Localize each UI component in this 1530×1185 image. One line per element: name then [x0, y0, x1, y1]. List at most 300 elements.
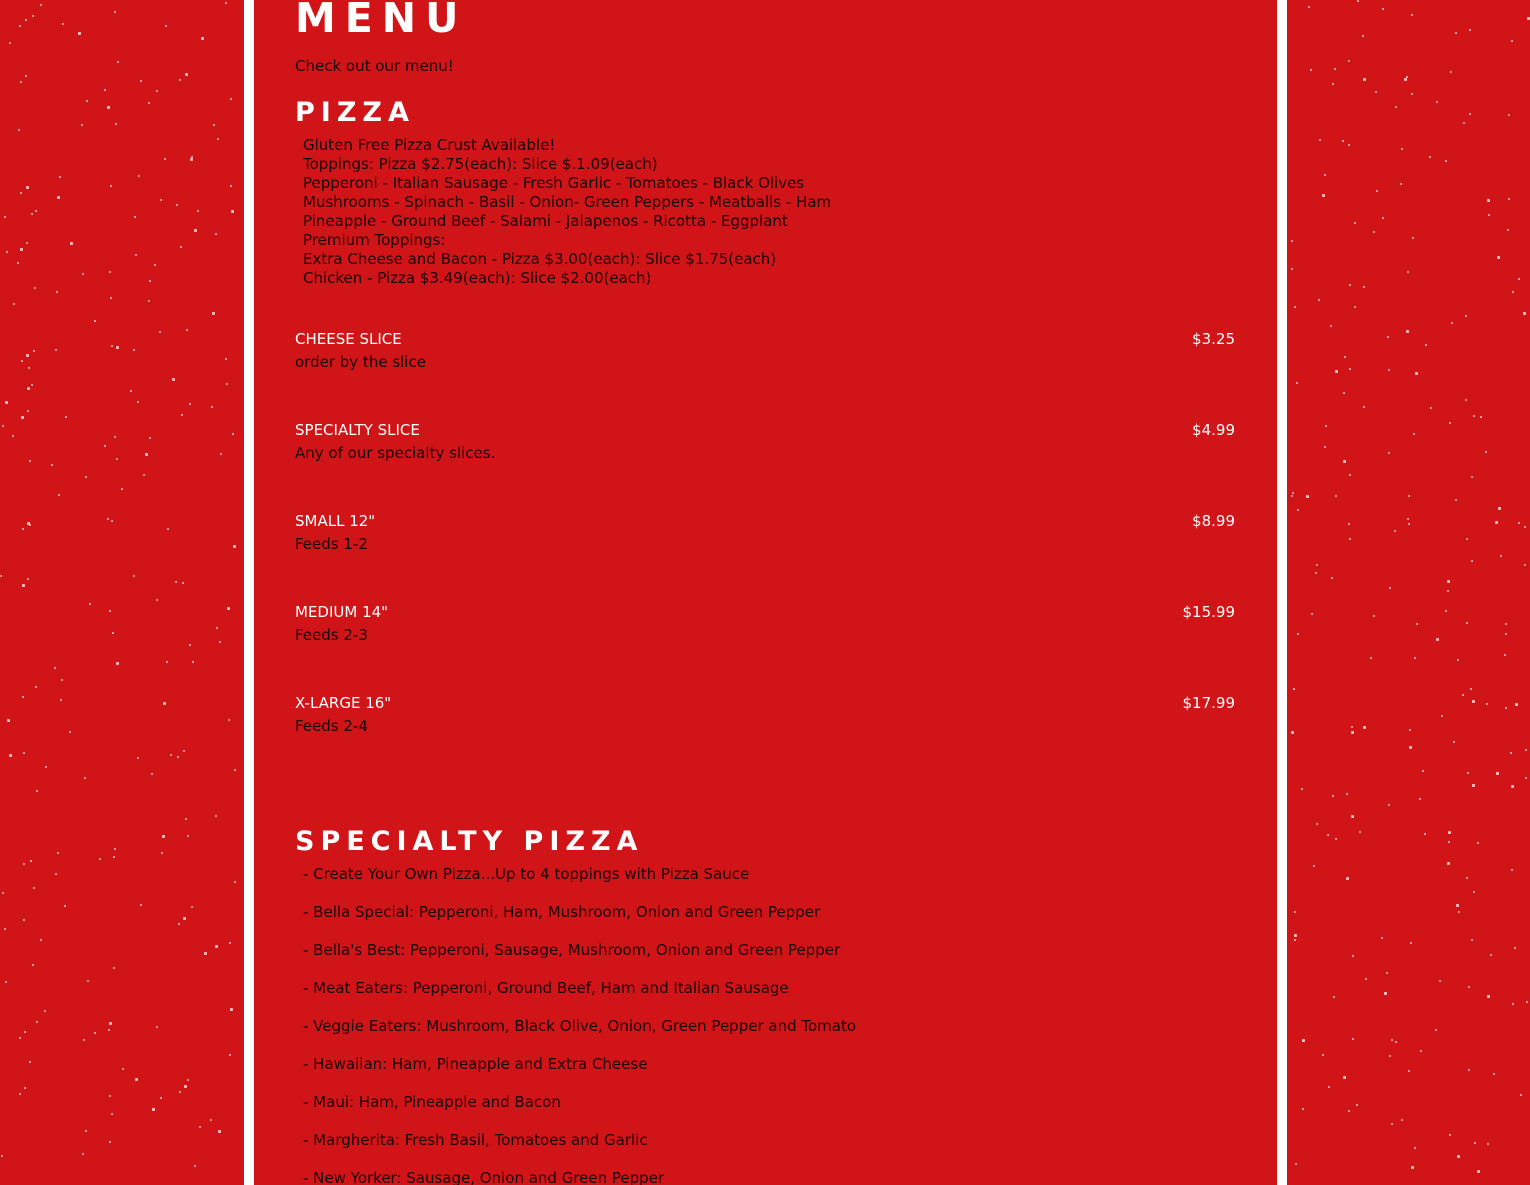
background-speck: [23, 863, 25, 865]
background-speck: [22, 528, 24, 530]
background-speck: [1349, 538, 1351, 540]
background-speck: [84, 777, 86, 779]
background-speck: [1335, 495, 1337, 497]
background-speck: [1430, 407, 1432, 409]
menu-item-price: $3.25: [1192, 330, 1235, 348]
background-speck: [172, 378, 175, 381]
background-speck: [1448, 841, 1450, 843]
background-speck: [40, 4, 42, 6]
background-speck: [1447, 862, 1450, 865]
background-speck: [26, 186, 29, 189]
background-speck: [134, 216, 136, 218]
background-speck: [1291, 268, 1293, 270]
background-speck: [1472, 784, 1475, 787]
background-speck: [1471, 476, 1473, 478]
background-speck: [1455, 499, 1457, 501]
background-speck: [185, 818, 187, 820]
background-speck: [29, 524, 31, 526]
background-speck: [81, 124, 83, 126]
background-speck: [12, 435, 14, 437]
background-speck: [1359, 831, 1361, 833]
background-speck: [107, 106, 110, 109]
background-speck: [1356, 1104, 1358, 1106]
background-speck: [9, 42, 11, 44]
background-speck: [1342, 140, 1344, 142]
background-speck: [187, 835, 189, 837]
background-speck: [1419, 798, 1421, 800]
background-speck: [1515, 703, 1518, 706]
background-speck: [159, 331, 161, 333]
background-speck: [1504, 654, 1506, 656]
background-speck: [1332, 83, 1334, 85]
background-speck: [180, 246, 182, 248]
background-speck: [1351, 726, 1353, 728]
background-speck: [165, 25, 167, 27]
background-speck: [217, 138, 219, 140]
background-speck: [111, 1113, 113, 1115]
background-speck: [32, 15, 34, 17]
background-speck: [1505, 633, 1507, 635]
background-speck: [181, 414, 183, 416]
background-speck: [1411, 14, 1413, 16]
background-speck: [1465, 399, 1467, 401]
background-speck: [1310, 69, 1312, 71]
background-speck: [1381, 937, 1383, 939]
background-speck: [1410, 942, 1412, 944]
menu-item-price: $8.99: [1192, 512, 1235, 530]
background-speck: [1370, 657, 1372, 659]
background-speck: [27, 578, 29, 580]
pizza-info-line: Toppings: Pizza $2.75(each): Slice $.1.09(each): [303, 155, 658, 173]
background-speck: [116, 346, 119, 349]
background-speck: [1318, 299, 1320, 301]
background-speck: [1525, 777, 1527, 779]
background-speck: [1352, 955, 1354, 957]
background-speck: [19, 1037, 21, 1039]
specialty-pizza-list: [303, 864, 856, 1185]
background-speck: [215, 815, 217, 817]
background-speck: [113, 967, 115, 969]
background-speck: [211, 406, 213, 408]
background-speck: [138, 175, 140, 177]
background-speck: [1420, 1050, 1422, 1052]
pizza-info-line: Pineapple - Ground Beef - Salami - Jalapenos - Ricotta - Eggplant: [303, 212, 788, 230]
specialty-pizza-item: - New Yorker: Sausage, Onion and Green Pepper: [303, 1169, 665, 1185]
background-speck: [17, 262, 19, 264]
background-speck: [1524, 564, 1526, 566]
background-speck: [1391, 1123, 1393, 1125]
background-speck: [1291, 731, 1294, 734]
background-speck: [4, 928, 6, 930]
background-speck: [216, 627, 218, 629]
background-speck: [5, 981, 7, 983]
background-speck: [1488, 214, 1490, 216]
background-speck: [140, 904, 142, 906]
background-speck: [143, 474, 145, 476]
background-speck: [1324, 446, 1326, 448]
background-speck: [162, 835, 165, 838]
section-title-specialty-pizza: SPECIALTY PIZZA: [295, 826, 644, 857]
background-speck: [1416, 623, 1418, 625]
background-speck: [1401, 148, 1403, 150]
background-speck: [1316, 823, 1318, 825]
background-speck: [1348, 60, 1350, 62]
background-speck: [64, 905, 66, 907]
menu-item: [295, 602, 1235, 652]
background-speck: [35, 686, 37, 688]
background-speck: [25, 75, 27, 77]
background-speck: [57, 852, 59, 854]
background-speck: [27, 522, 30, 525]
background-speck: [34, 287, 36, 289]
background-speck: [111, 345, 113, 347]
background-speck: [1507, 229, 1509, 231]
background-speck: [1302, 1108, 1304, 1110]
menu-item-price: $15.99: [1182, 603, 1235, 621]
background-speck: [1455, 32, 1457, 34]
background-speck: [1447, 580, 1450, 583]
menu-item-description: order by the slice: [295, 353, 426, 371]
background-speck: [109, 1022, 112, 1025]
pizza-info-line: Pepperoni - Italian Sausage - Fresh Garlic - Tomatoes - Black Olives: [303, 174, 805, 192]
background-speck: [210, 1119, 212, 1121]
background-speck: [69, 731, 71, 733]
background-speck: [122, 1068, 124, 1070]
background-speck: [5, 401, 8, 404]
background-speck: [201, 37, 204, 40]
background-speck: [137, 401, 139, 403]
background-speck: [160, 1097, 162, 1099]
background-speck: [1308, 6, 1310, 8]
background-speck: [87, 980, 89, 982]
background-speck: [19, 1093, 21, 1095]
background-speck: [21, 360, 23, 362]
background-speck: [1400, 183, 1402, 185]
background-speck: [110, 185, 112, 187]
background-speck: [1472, 700, 1475, 703]
background-speck: [1497, 256, 1500, 259]
background-speck: [130, 390, 132, 392]
background-speck: [220, 453, 222, 455]
background-speck: [31, 384, 33, 386]
background-speck: [1526, 1001, 1528, 1003]
background-speck: [1512, 1003, 1514, 1005]
background-speck: [1365, 978, 1367, 980]
background-speck: [1487, 199, 1490, 202]
pizza-info-line: Gluten Free Pizza Crust Available!: [303, 136, 556, 154]
background-speck: [192, 661, 194, 663]
pizza-info-list: [303, 136, 831, 288]
background-speck: [1477, 842, 1479, 844]
background-speck: [109, 610, 111, 612]
menu-item-name: SPECIALTY SLICE: [295, 421, 420, 439]
background-speck: [1498, 507, 1501, 510]
background-speck: [1295, 1163, 1297, 1165]
background-speck: [1466, 622, 1468, 624]
background-speck: [1471, 560, 1473, 562]
background-speck: [1316, 564, 1318, 566]
background-speck: [1354, 306, 1356, 308]
background-speck: [185, 73, 188, 76]
background-speck: [1409, 746, 1412, 749]
left-border-stripe: [244, 0, 254, 1185]
background-speck: [1346, 793, 1348, 795]
background-speck: [1389, 587, 1391, 589]
menu-item-description: Feeds 2-4: [295, 717, 368, 735]
background-speck: [1429, 156, 1431, 158]
background-speck: [1449, 1134, 1451, 1136]
background-speck: [1415, 372, 1418, 375]
background-speck: [231, 210, 234, 213]
background-speck: [225, 2, 227, 4]
background-speck: [183, 917, 186, 920]
background-speck: [26, 354, 29, 357]
background-speck: [1349, 284, 1351, 286]
background-speck: [82, 273, 84, 275]
background-speck: [1424, 833, 1426, 835]
background-speck: [45, 766, 47, 768]
background-speck: [186, 329, 188, 331]
page-tagline: Check out our menu!: [295, 57, 454, 75]
background-speck: [215, 945, 218, 948]
background-speck: [189, 644, 191, 646]
background-speck: [1451, 322, 1453, 324]
background-speck: [1469, 113, 1471, 115]
menu-item: [295, 693, 1235, 743]
background-speck: [227, 607, 230, 610]
background-speck: [20, 81, 22, 83]
menu-item-name: X-LARGE 16": [295, 694, 392, 712]
background-speck: [23, 752, 25, 754]
background-speck: [234, 881, 236, 883]
background-speck: [4, 216, 6, 218]
background-speck: [1294, 911, 1296, 913]
background-speck: [1332, 795, 1334, 797]
background-speck: [189, 403, 191, 405]
background-speck: [218, 1130, 221, 1133]
background-speck: [1508, 198, 1510, 200]
background-speck: [27, 387, 30, 390]
background-speck: [1520, 1094, 1522, 1096]
background-speck: [1439, 980, 1441, 982]
background-speck: [21, 416, 24, 419]
background-speck: [55, 873, 57, 875]
background-speck: [219, 641, 221, 643]
background-speck: [1363, 78, 1366, 81]
background-speck: [1297, 509, 1299, 511]
background-speck: [78, 32, 81, 35]
background-speck: [86, 100, 88, 102]
background-speck: [22, 584, 25, 587]
pizza-info-line: Extra Cheese and Bacon - Pizza $3.00(each): Slice $1.75(each): [303, 250, 777, 268]
background-speck: [1436, 101, 1438, 103]
background-speck: [1463, 122, 1465, 124]
background-speck: [234, 769, 236, 771]
background-speck: [29, 460, 31, 462]
background-speck: [13, 303, 15, 305]
background-speck: [33, 350, 35, 352]
right-border-stripe: [1277, 0, 1287, 1185]
background-speck: [149, 437, 151, 439]
background-speck: [113, 856, 115, 858]
background-speck: [1404, 78, 1407, 81]
background-speck: [1445, 160, 1447, 162]
background-speck: [1373, 231, 1375, 233]
background-speck: [110, 297, 112, 299]
background-speck: [197, 210, 199, 212]
background-speck: [94, 1032, 96, 1034]
background-speck: [226, 383, 228, 385]
background-speck: [58, 494, 60, 496]
background-speck: [1291, 495, 1293, 497]
background-speck: [1334, 68, 1336, 70]
background-speck: [1457, 659, 1459, 661]
menu-item-name: MEDIUM 14": [295, 603, 389, 621]
background-speck: [178, 923, 180, 925]
background-speck: [112, 632, 114, 634]
background-speck: [1523, 312, 1526, 315]
background-speck: [109, 271, 111, 273]
background-speck: [1330, 325, 1332, 327]
background-speck: [1352, 1038, 1354, 1040]
background-speck: [1362, 35, 1364, 37]
background-speck: [1343, 460, 1346, 463]
background-speck: [107, 518, 109, 520]
background-speck: [1505, 623, 1507, 625]
background-speck: [1411, 1166, 1414, 1169]
background-speck: [1297, 633, 1299, 635]
background-speck: [1412, 237, 1414, 239]
background-speck: [1449, 422, 1451, 424]
background-speck: [229, 942, 231, 944]
background-speck: [1414, 1147, 1416, 1149]
background-speck: [1407, 518, 1409, 520]
background-speck: [1500, 555, 1502, 557]
background-speck: [1373, 615, 1375, 617]
background-speck: [1354, 222, 1356, 224]
background-speck: [51, 464, 53, 466]
background-speck: [1450, 71, 1452, 73]
background-speck: [1294, 939, 1296, 941]
background-speck: [1512, 291, 1514, 293]
background-speck: [6, 251, 8, 253]
background-speck: [232, 433, 234, 435]
background-speck: [199, 1126, 201, 1128]
background-speck: [166, 661, 168, 663]
background-speck: [70, 242, 73, 245]
background-speck: [1468, 1069, 1470, 1071]
background-speck: [149, 280, 151, 282]
background-speck: [1348, 523, 1350, 525]
background-speck: [1518, 278, 1520, 280]
background-speck: [1291, 240, 1293, 242]
background-speck: [1388, 369, 1390, 371]
background-speck: [1518, 522, 1520, 524]
background-speck: [114, 436, 116, 438]
background-speck: [1394, 530, 1396, 532]
menu-item-price: $17.99: [1182, 694, 1235, 712]
background-speck: [1322, 194, 1325, 197]
background-speck: [1333, 996, 1335, 998]
specialty-pizza-item: - Meat Eaters: Pepperoni, Ground Beef, Ham and Italian Sausage: [303, 979, 789, 997]
background-speck: [1344, 356, 1346, 358]
background-speck: [1496, 772, 1499, 775]
menu-item: [295, 329, 1235, 379]
background-speck: [1327, 834, 1329, 836]
background-speck: [1306, 495, 1309, 498]
background-speck: [230, 1008, 233, 1011]
background-speck: [1435, 1029, 1437, 1031]
background-speck: [1470, 688, 1472, 690]
background-speck: [1486, 703, 1488, 705]
background-speck: [1448, 831, 1451, 834]
background-speck: [104, 89, 106, 91]
background-speck: [156, 90, 158, 92]
background-speck: [82, 1153, 84, 1155]
background-speck: [1346, 877, 1349, 880]
background-speck: [145, 453, 148, 456]
menu-item-name: SMALL 12": [295, 512, 376, 530]
background-speck: [1388, 452, 1390, 454]
background-speck: [1294, 934, 1297, 937]
background-speck: [61, 679, 63, 681]
background-speck: [1458, 911, 1460, 913]
background-speck: [1445, 610, 1447, 612]
background-speck: [191, 156, 193, 158]
background-speck: [1485, 451, 1487, 453]
background-speck: [44, 1010, 46, 1012]
background-speck: [215, 233, 217, 235]
background-speck: [1395, 1041, 1397, 1043]
page-title: MENU: [295, 0, 468, 42]
background-speck: [170, 754, 172, 756]
background-speck: [1388, 804, 1390, 806]
background-speck: [1301, 788, 1303, 790]
background-speck: [54, 667, 56, 669]
background-speck: [1487, 1143, 1489, 1145]
background-speck: [1302, 1039, 1305, 1042]
background-speck: [163, 702, 166, 705]
background-speck: [152, 1108, 155, 1111]
background-speck: [1495, 521, 1498, 524]
background-speck: [213, 124, 215, 126]
background-speck: [1524, 526, 1526, 528]
background-speck: [1325, 425, 1327, 427]
background-speck: [36, 1021, 38, 1023]
specialty-pizza-item: - Maui: Ham, Pineapple and Bacon: [303, 1093, 561, 1111]
background-speck: [1293, 688, 1295, 690]
background-speck: [225, 358, 227, 360]
menu-panel: [254, 0, 1277, 1185]
background-speck: [33, 887, 35, 889]
background-speck: [1456, 904, 1459, 907]
background-speck: [114, 848, 116, 850]
background-speck: [1457, 1155, 1460, 1158]
background-speck: [1473, 891, 1475, 893]
background-speck: [164, 158, 166, 160]
background-speck: [1391, 1039, 1393, 1041]
background-speck: [1387, 336, 1389, 338]
background-speck: [114, 11, 116, 13]
background-speck: [1447, 590, 1449, 592]
background-speck: [1467, 772, 1469, 774]
background-speck: [1401, 1119, 1403, 1121]
background-speck: [1514, 947, 1516, 949]
background-speck: [1296, 382, 1298, 384]
background-speck: [194, 229, 197, 232]
background-speck: [26, 242, 28, 244]
background-speck: [1508, 114, 1510, 116]
